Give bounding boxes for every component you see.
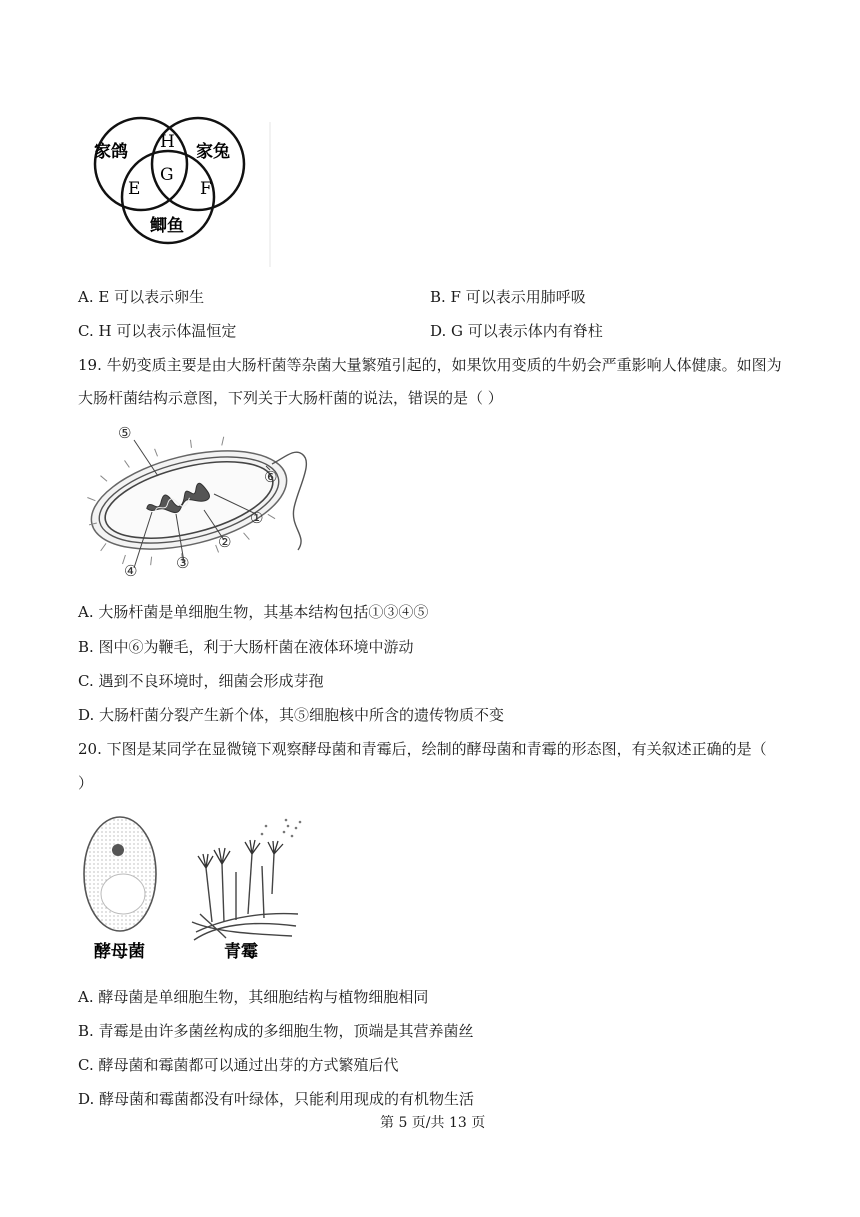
q20-option-d: D. 酵母菌和霉菌都没有叶绿体，只能利用现成的有机物生活 — [78, 1090, 475, 1108]
q19-option-c: C. 遇到不良环境时，细菌会形成芽孢 — [78, 672, 324, 690]
q20-stem-line2: ） — [78, 774, 94, 792]
q19-stem-line2: 大肠杆菌结构示意图，下列关于大肠杆菌的说法，错误的是（ ） — [78, 389, 503, 407]
q19-option-b: B. 图中⑥为鞭毛，利于大肠杆菌在液体环境中游动 — [78, 638, 414, 656]
venn-region-e: E — [128, 179, 141, 199]
ecoli-label-6: ⑥ — [264, 468, 278, 486]
venn-label-rabbit: 家兔 — [196, 142, 230, 162]
q20-stem-line1: 20. 下图是某同学在显微镜下观察酵母菌和青霉后，绘制的酵母菌和青霉的形态图，有关叙述正确的是（ — [78, 740, 767, 758]
venn-region-h: H — [160, 132, 175, 152]
ecoli-label-5: ⑤ — [118, 424, 132, 442]
q18-option-b: B. F 可以表示用肺呼吸 — [430, 288, 586, 306]
ecoli-diagram — [84, 418, 316, 588]
ecoli-label-3: ③ — [176, 554, 190, 572]
ecoli-label-1: ① — [250, 509, 264, 527]
q19-option-d: D. 大肠杆菌分裂产生新个体，其⑤细胞核中所含的遗传物质不变 — [78, 706, 505, 724]
q18-option-a: A. E 可以表示卵生 — [78, 288, 205, 306]
page-number: 第 5 页/共 13 页 — [380, 1115, 486, 1131]
yeast-mold-diagram — [76, 810, 316, 970]
venn-label-carp: 鲫鱼 — [150, 216, 184, 236]
q19-stem-line1: 19. 牛奶变质主要是由大肠杆菌等杂菌大量繁殖引起的，如果饮用变质的牛奶会严重影响人体健康。如图为 — [78, 356, 782, 374]
venn-label-pigeon: 家鸽 — [94, 142, 128, 162]
venn-region-g: G — [160, 165, 174, 185]
q19-option-a: A. 大肠杆菌是单细胞生物，其基本结构包括①③④⑤ — [78, 603, 429, 621]
q20-option-a: A. 酵母菌是单细胞生物，其细胞结构与植物细胞相同 — [78, 988, 429, 1006]
ecoli-label-2: ② — [218, 533, 232, 551]
q20-option-b: B. 青霉是由许多菌丝构成的多细胞生物，顶端是其营养菌丝 — [78, 1022, 474, 1040]
q18-option-d: D. G 可以表示体内有脊柱 — [430, 322, 603, 340]
venn-diagram — [86, 112, 276, 272]
venn-region-f: F — [200, 179, 212, 199]
yeast-label: 酵母菌 — [94, 942, 145, 962]
q20-option-c: C. 酵母菌和霉菌都可以通过出芽的方式繁殖后代 — [78, 1056, 399, 1074]
mold-label: 青霉 — [224, 942, 258, 962]
ecoli-label-4: ④ — [124, 562, 138, 580]
q18-option-c: C. H 可以表示体温恒定 — [78, 322, 237, 340]
